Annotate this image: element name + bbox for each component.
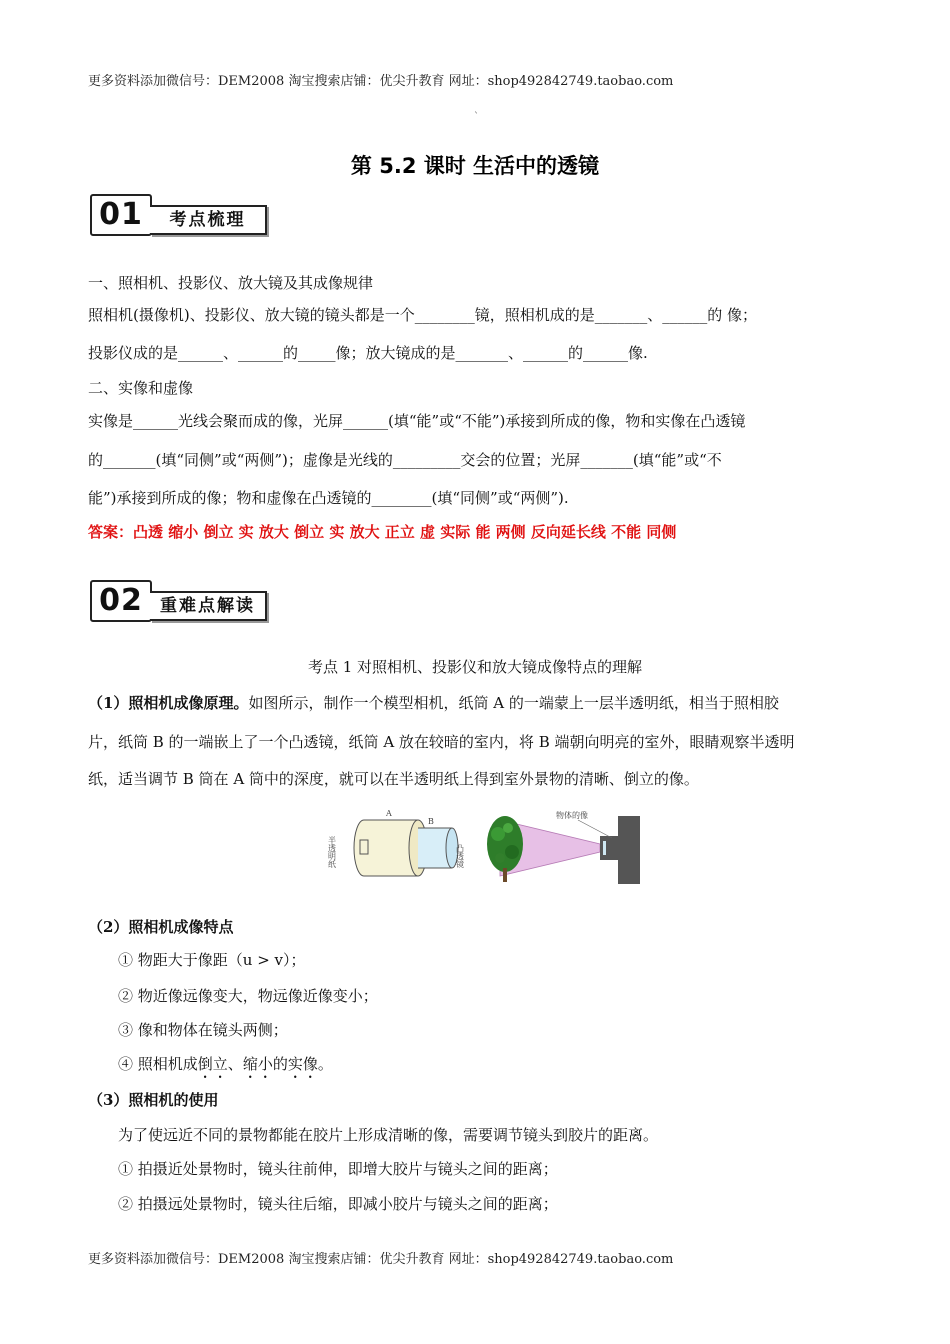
paragraph-line: 的_______(填“同侧”或“两侧”)；虚像是光线的_________交会的位置；光屏_______(填“能”或“不 (88, 451, 722, 469)
answer-line (88, 521, 676, 542)
heading-2: 二、实像和虚像 (88, 379, 194, 397)
label-a: A (386, 809, 392, 818)
label-paper: 半透明纸 (327, 836, 337, 868)
text: 的 (272, 1055, 288, 1073)
answer-text: 凸透 缩小 倒立 实 放大 倒立 实 放大 正立 虚 实际 能 两侧 反向延长线 不能 同侧 (133, 523, 677, 541)
item-label: （3）照相机的使用 (88, 1091, 219, 1109)
list-item: ① 拍摄近处景物时，镜头往前伸，即增大胶片与镜头之间的距离； (118, 1160, 558, 1178)
paragraph-line: 照相机(摄像机)、投影仪、放大镜的镜头都是一个________镜，照相机成的是_______、______的 像； (88, 306, 757, 324)
list-item (118, 1053, 333, 1082)
item-text: 如图所示，制作一个模型相机，纸筒 A 的一端蒙上一层半透明纸，相当于照相胶 (248, 694, 779, 712)
camera-model-figure (327, 806, 650, 888)
header-text-bottom: 更多资料添加微信号：DEM2008 淘宝搜索店铺：优尖升教育 网址：shop492842749.taobao.com (88, 1252, 674, 1267)
emphasis: 缩小 (242, 1055, 273, 1073)
badge-label: 重难点解读 (150, 591, 267, 621)
page-title: 第 5.2 课时 生活中的透镜 (350, 154, 600, 178)
text: ④ 照相机成 (118, 1055, 198, 1073)
badge-number: 02 (90, 580, 152, 622)
mark: ` (474, 112, 479, 123)
text: 、 (227, 1055, 243, 1073)
answer-label: 答案： (88, 523, 134, 541)
list-item: ③ 像和物体在镜头两侧； (118, 1021, 288, 1039)
badge-number: 01 (90, 194, 152, 236)
paragraph-line: 投影仪成的是______、______的_____像；放大镜成的是_______、______的______像. (88, 344, 648, 362)
list-item: ② 拍摄远处景物时，镜头往后缩，即减小胶片与镜头之间的距离； (118, 1195, 558, 1213)
item-label: （2）照相机成像特点 (88, 918, 234, 936)
text: 。 (317, 1055, 333, 1073)
heading-1: 一、照相机、投影仪、放大镜及其成像规律 (88, 274, 374, 292)
paragraph-line: 片，纸筒 B 的一端嵌上了一个凸透镜，纸筒 A 放在较暗的室内，将 B 端朝向明亮的室外，眼睛观察半透明 (88, 733, 795, 751)
paragraph-line: 能”)承接到所成的像；物和虚像在凸透镜的________(填“同侧”或“两侧”). (88, 489, 569, 507)
paragraph-line: 纸，适当调节 B 筒在 A 筒中的深度，就可以在半透明纸上得到室外景物的清晰、倒立的像。 (88, 770, 699, 788)
list-item: ① 物距大于像距（u > v）； (118, 951, 306, 969)
paragraph-line: 为了使远近不同的景物都能在胶片上形成清晰的像，需要调节镜头到胶片的距离。 (118, 1126, 659, 1144)
key-point-title: 考点 1 对照相机、投影仪和放大镜成像特点的理解 (307, 658, 643, 676)
label-image: 物体的像 (556, 811, 588, 820)
label-lens: 凸透镜 (455, 844, 465, 868)
paragraph-line (88, 692, 779, 713)
label-b: B (428, 817, 434, 826)
badge-label: 考点梳理 (150, 205, 267, 235)
emphasis: 实像 (287, 1055, 318, 1073)
item-label: （1）照相机成像原理。 (88, 694, 249, 712)
list-item: ② 物近像远像变大，物远像近像变小； (118, 987, 378, 1005)
paragraph-line: 实像是______光线会聚而成的像，光屏______(填“能”或“不能”)承接到所成的像，物和实像在凸透镜 (88, 412, 746, 430)
emphasis: 倒立 (197, 1055, 228, 1073)
header-text-top: 更多资料添加微信号：DEM2008 淘宝搜索店铺：优尖升教育 网址：shop492842749.taobao.com (88, 74, 674, 89)
